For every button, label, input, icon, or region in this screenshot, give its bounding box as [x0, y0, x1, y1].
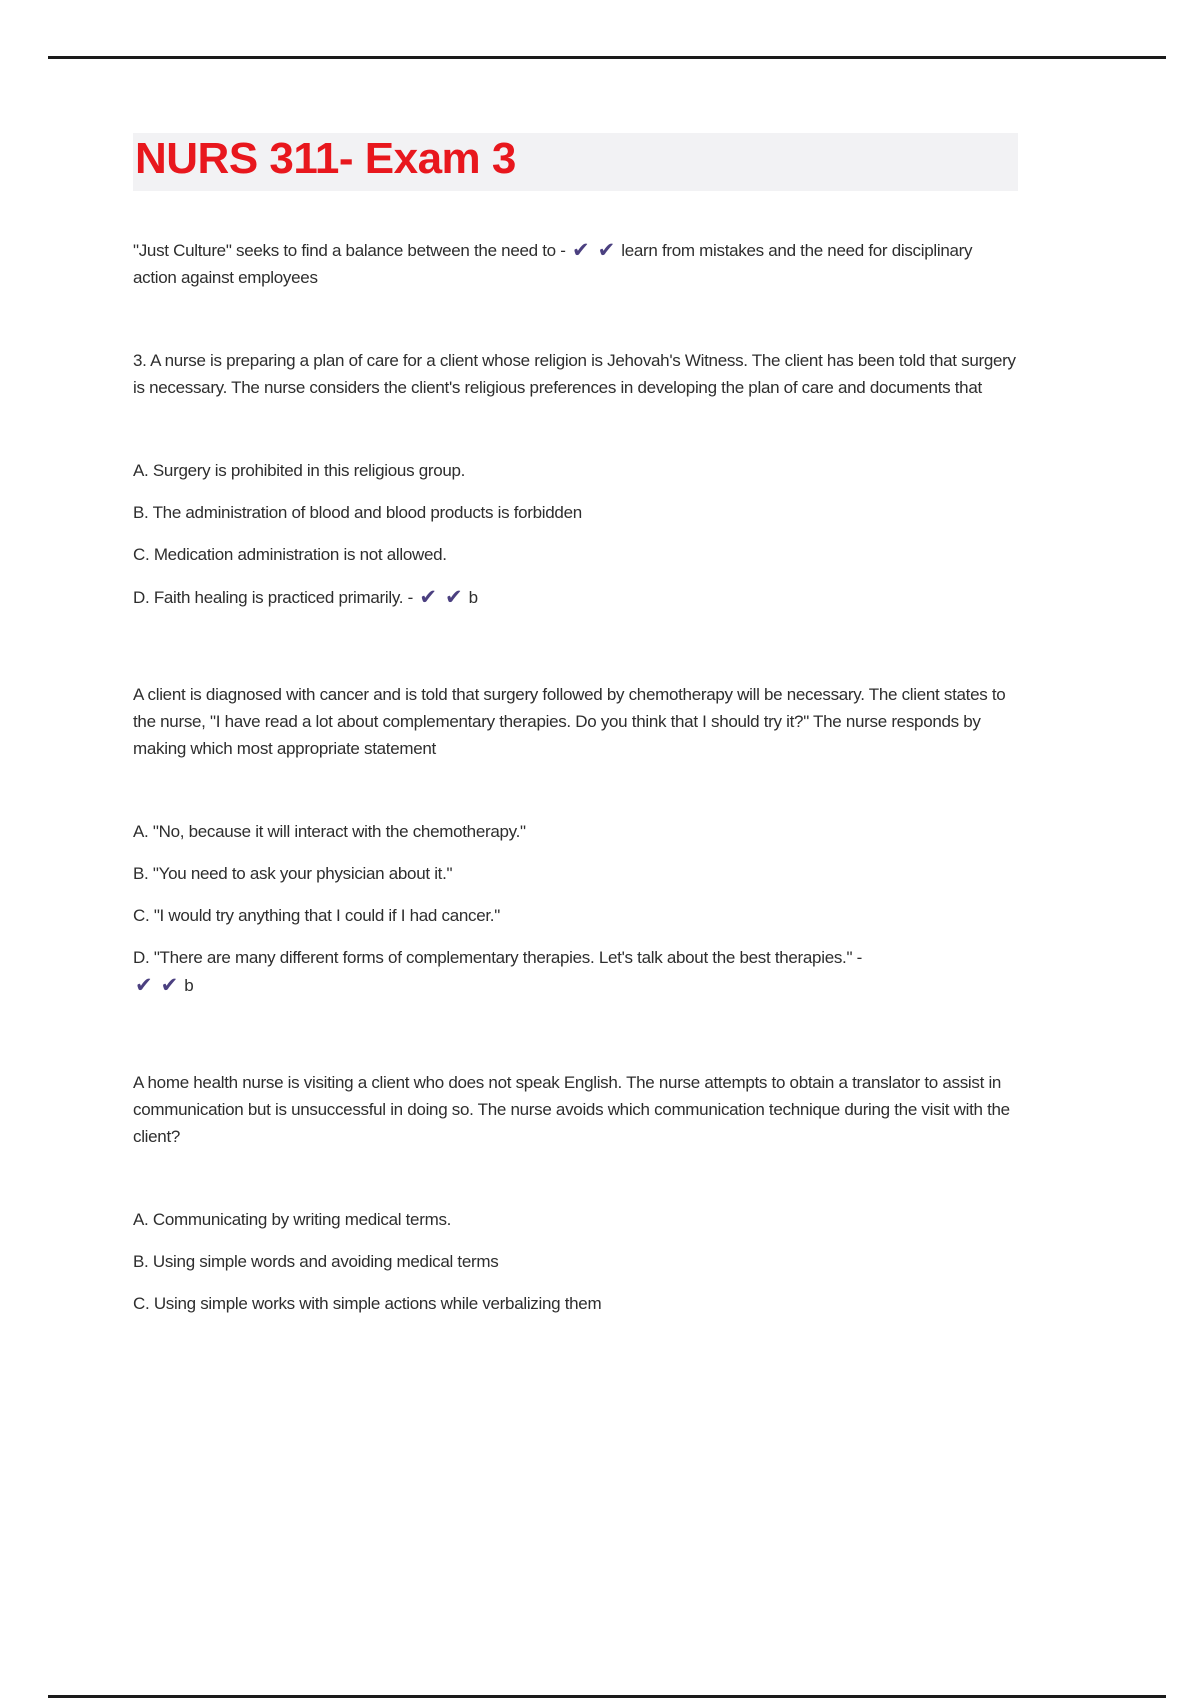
question-text	[133, 1069, 1018, 1150]
page-title: NURS 311- Exam 3	[135, 134, 516, 183]
checkmark-icon: ✔	[419, 585, 437, 609]
checkmark-icon: ✔	[135, 973, 153, 997]
text-run: learn from mistakes and the need for disciplinary action against employees	[133, 241, 973, 287]
text-run: A. "No, because it will interact with the chemotherapy."	[133, 822, 526, 841]
question-block	[133, 1069, 1018, 1317]
answer-option	[133, 818, 1018, 845]
answer-option	[133, 583, 1018, 611]
answer-option	[133, 1290, 1018, 1317]
checkmark-icon: ✔	[597, 238, 616, 262]
text-run: A. Communicating by writing medical terms.	[133, 1210, 452, 1229]
question-block	[133, 236, 1018, 291]
text-run: B. Using simple words and avoiding medical terms	[133, 1252, 499, 1271]
text-run: "Just Culture" seeks to find a balance between the need to -	[133, 241, 570, 260]
checkmark-icon: ✔	[445, 585, 463, 609]
answer-option	[133, 860, 1018, 887]
question-text	[133, 681, 1018, 762]
question-text	[133, 347, 1018, 401]
answer-option	[133, 1206, 1018, 1233]
text-run: b	[468, 588, 478, 607]
text-run: A. Surgery is prohibited in this religious group.	[133, 461, 466, 480]
text-run: D. "There are many different forms of complementary therapies. Let's talk about the best therapies." -	[133, 948, 862, 967]
text-run: C. Medication administration is not allowed.	[133, 545, 447, 564]
text-run: C. "I would try anything that I could if I had cancer."	[133, 906, 500, 925]
answer-option	[133, 457, 1018, 484]
text-run: 3. A nurse is preparing a plan of care for a client whose religion is Jehovah's Witness. The client has been told that surgery is necessary. The nurse considers the client's religious preferences in developing the plan of care and documents that	[133, 351, 1016, 397]
text-run: A home health nurse is visiting a client who does not speak English. The nurse attempts to obtain a translator to assist in communication but is unsuccessful in doing so. The nurse avoids which communication technique during the visit with the client?	[133, 1073, 1010, 1146]
text-run: b	[184, 976, 194, 995]
checkmark-icon: ✔	[160, 973, 179, 997]
answer-option	[133, 1248, 1018, 1275]
content	[133, 133, 1018, 1387]
question-block	[133, 681, 1018, 999]
text-run: C. Using simple works with simple actions while verbalizing them	[133, 1294, 602, 1313]
text-run: A client is diagnosed with cancer and is told that surgery followed by chemotherapy will be necessary. The client states to the nurse, "I have read a lot about complementary therapies. Do you think that I should try it?" The nurse responds by making which most appropriate statement	[133, 685, 1006, 758]
text-run: B. The administration of blood and blood products is forbidden	[133, 503, 582, 522]
answer-option	[133, 499, 1018, 526]
bottom-divider	[48, 1695, 1166, 1698]
question-text	[133, 236, 1018, 291]
question-block	[133, 347, 1018, 611]
top-divider	[48, 56, 1166, 59]
checkmark-icon: ✔	[572, 238, 590, 262]
text-run: D. Faith healing is practiced primarily. -	[133, 588, 418, 607]
text-run: B. "You need to ask your physician about it."	[133, 864, 453, 883]
answer-option	[133, 944, 1018, 999]
questions-container	[133, 236, 1018, 1317]
answer-option	[133, 902, 1018, 929]
title-highlight-bar	[133, 133, 1018, 191]
answer-option	[133, 541, 1018, 568]
